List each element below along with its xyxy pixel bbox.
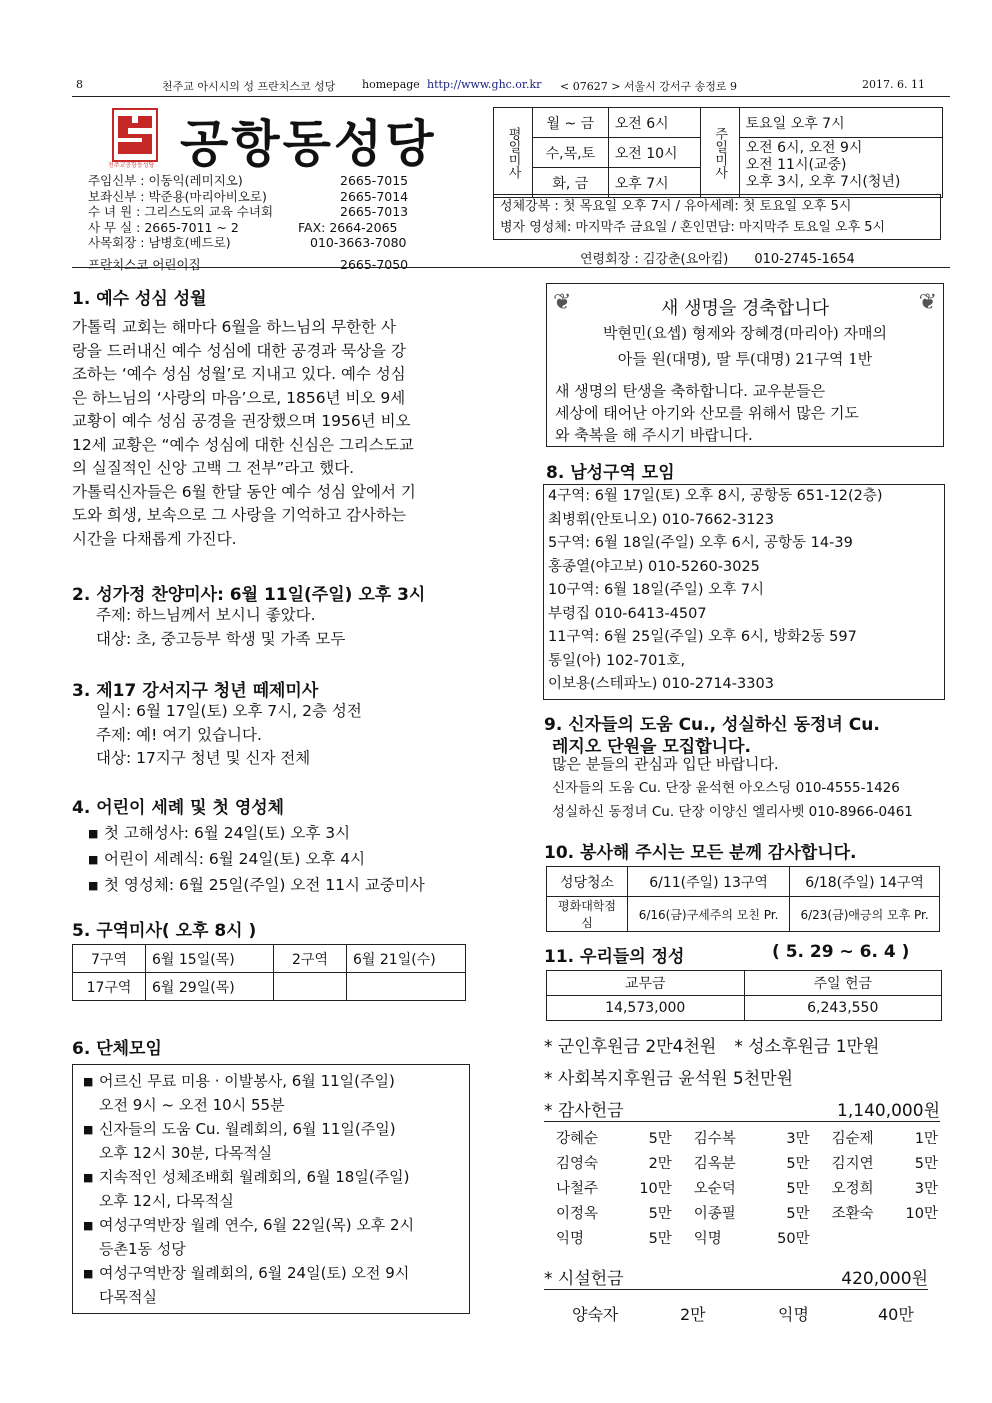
section-9-title: 9. 신자들의 도움 Cu., 성실하신 동정녀 Cu. bbox=[544, 715, 880, 735]
homepage-link[interactable]: http://www.ghc.or.kr bbox=[427, 78, 542, 91]
welfare-line: * 사회복지후원금 윤석원 5천만원 bbox=[544, 1069, 794, 1089]
logo-caption: 천주교공항동성당 bbox=[108, 162, 155, 169]
section-9-subtitle: 레지오 단원을 모집합니다. bbox=[552, 737, 751, 757]
new-life-box: ❦ ❦ 새 생명을 경축합니다 박현민(요셉) 형제와 장혜경(마리아) 자매의 아들 원(대명), 딸 투(대명) 21구역 1반 새 생명의 탄생을 축하합니다. 교우분들은 세상에 태어난 아기와 산모를 위해서 많은 기도 와 축복을 해 주시기 바랍니다. bbox=[546, 283, 944, 447]
weekday-mass-label: 평일미사 bbox=[494, 108, 533, 198]
list-item: ■ 어르신 무료 미용 · 이발봉사, 6월 11일(주일) 오전 9시 ~ 오전 10시 55분 bbox=[83, 1069, 414, 1117]
section-2-body: 주제: 하느님께서 보시니 좋았다. 대상: 초, 중고등부 학생 및 가족 모두 bbox=[96, 606, 346, 648]
mens-district-box: 4구역: 6월 17일(토) 오후 8시, 공항동 651-12(2층) 최병휘(안토니오) 010-7662-3123 5구역: 6월 18일(주일) 오후 6시, 공항동 14-39 홍종열(야고보) 010-5260-3025 10구역: 6월 18일(주일) 오후 7시 부령집 010-6413-4507 11구역: 6월 25일(주일) 오후 6시, 방화2동 597 통일(아) 102-701호, 이보용(스테파노) 010-2714-3303 bbox=[543, 484, 945, 700]
thanks-donor-table bbox=[556, 1125, 938, 1250]
section-3-body: 일시: 6월 17일(토) 오후 7시, 2층 성전 주제: 예! 여기 있습니다. 대상: 17지구 청년 및 신자 전체 bbox=[96, 702, 362, 767]
table-row: 나철주 10만 오순덕 5만 오정희 3만 bbox=[556, 1181, 938, 1197]
section-9-body: 많은 분들의 관심과 입단 바랍니다. 신자들의 도움 Cu. 단장 윤석현 아오스딩 010-4555-1426 성실하신 동정녀 Cu. 단장 이양신 엘리사벳 010-8966-0461 bbox=[552, 755, 913, 820]
list-item: ■ 지속적인 성체조배회 월례회의, 6월 18일(주일) 오후 12시, 다목적실 bbox=[83, 1165, 414, 1213]
parish-name: 공항동성당 bbox=[180, 115, 437, 173]
staff-row: 수 녀 원 : 그리스도의 교육 수녀회 2665-7013 bbox=[88, 204, 409, 219]
staff-list bbox=[88, 173, 409, 272]
section-10-title: 10. 봉사해 주시는 모든 분께 감사합니다. bbox=[544, 843, 857, 863]
section-5-title: 5. 구역미사( 오후 8시 ) bbox=[72, 921, 257, 941]
district-mass-table: 7구역 6월 15일(목) 2구역 6월 21일(수) 17구역 6월 29일(목) bbox=[72, 944, 466, 1001]
table-row: 강혜순 5만 김수복 3만 김순제 1만 bbox=[556, 1131, 938, 1147]
support-line: * 군인후원금 2만4천원 * 성소후원금 1만원 bbox=[544, 1037, 880, 1057]
homepage-label: homepage bbox=[362, 78, 420, 91]
section-4-list bbox=[88, 820, 425, 898]
staff-row: 프란치스코 어린이집 2665-7050 bbox=[88, 256, 409, 272]
table-row: 익명 5만 익명 50만 bbox=[556, 1231, 810, 1247]
table-row: 이정옥 5만 이종필 5만 조환숙 10만 bbox=[556, 1206, 938, 1222]
sacraments-box: 성체강복 : 첫 목요일 오후 7시 / 유아세례: 첫 토요일 오후 5시 병자 영성체: 마지막주 금요일 / 혼인면담: 마지막주 토요일 오후 5시 bbox=[493, 194, 941, 240]
list-item: ■ 신자들의 도움 Cu. 월례회의, 6월 11일(주일) 오후 12시 30분, 다목적실 bbox=[83, 1117, 414, 1165]
new-life-title: 새 생명을 경축합니다 bbox=[661, 298, 829, 319]
section-8-title: 8. 남성구역 모임 bbox=[546, 463, 675, 483]
section-6-title: 6. 단체모임 bbox=[72, 1039, 162, 1059]
sunday-mass-label: 주일미사 bbox=[700, 108, 739, 198]
section-4-title: 4. 어린이 세례 및 첫 영성체 bbox=[72, 798, 285, 818]
facility-offering-line: * 시설헌금 420,000원 bbox=[544, 1264, 928, 1290]
section-2-title: 2. 성가정 찬양미사: 6월 11일(주일) 오후 3시 bbox=[72, 585, 426, 605]
list-item: ■ 어린이 세례식: 6월 24일(토) 오후 4시 bbox=[88, 846, 425, 872]
section-11-title: 11. 우리들의 정성 bbox=[544, 947, 685, 967]
section-3-title: 3. 제17 강서지구 청년 떼제미사 bbox=[72, 681, 319, 701]
service-table: 성당청소 6/11(주일) 13구역 6/18(주일) 14구역 평화대학점심 6/16(금)구세주의 모친 Pr. 6/23(금)애긍의 모후 Pr. bbox=[546, 866, 940, 932]
offering-period: ( 5. 29 ~ 6. 4 ) bbox=[772, 942, 910, 962]
list-item: ■ 첫 영성체: 6월 25일(주일) 오전 11시 교중미사 bbox=[88, 872, 425, 898]
issue-date: 2017. 6. 11 bbox=[862, 78, 925, 91]
church-line: 천주교 아시시의 성 프란치스코 성당 bbox=[162, 80, 336, 93]
staff-row: 보좌신부 : 박준용(마리아비오로) 2665-7014 bbox=[88, 188, 409, 204]
list-item: ■ 여성구역반장 월례회의, 6월 24일(토) 오전 9시 다목적실 bbox=[83, 1261, 414, 1309]
section-1-body: 가톨릭 교회는 해마다 6월을 하느님의 무한한 사 랑을 드러내신 예수 성심에 대한 공경과 묵상을 강 조하는 ‘예수 성심 성월’로 지내고 있다. 예수 성심 은 하느님의 ‘사랑의 마음’으로, 1856년 비오 9세 교황이 예수 성심 공경을 권장했으며 1956년 비오 12세 교황은 “예수 성심에 대한 신심은 그리스도교 의 실질적인 신앙 고백 그 전부”라고 했다. 가톨릭신자들은 6월 한달 동안 예수 성심 앞에서 기 도와 희생, 보속으로 그 사랑을 기억하고 감사하는 시간을 다채롭게 가진다. bbox=[72, 318, 416, 548]
president-line: 연령회장 : 김강춘(요아킴) 010-2745-1654 bbox=[580, 252, 855, 267]
group-meetings-box bbox=[72, 1064, 470, 1314]
page-number: 8 bbox=[76, 78, 83, 91]
floral-ornament-icon: ❦ bbox=[553, 290, 572, 315]
header-rule bbox=[72, 96, 950, 97]
offering-table: 교무금 주일 헌금 14,573,000 6,243,550 bbox=[546, 970, 942, 1021]
section-1-title: 1. 예수 성심 성월 bbox=[72, 289, 207, 309]
floral-ornament-icon: ❦ bbox=[918, 290, 937, 315]
table-row: 김영숙 2만 김옥분 5만 김지연 5만 bbox=[556, 1156, 938, 1172]
thanks-offering-line: * 감사헌금 1,140,000원 bbox=[544, 1096, 940, 1122]
list-item: ■ 첫 고해성사: 6월 24일(토) 오후 3시 bbox=[88, 820, 425, 846]
staff-row: 주임신부 : 이동익(레미지오) 2665-7015 bbox=[88, 173, 409, 188]
church-logo bbox=[112, 108, 158, 162]
address: < 07627 > 서울시 강서구 송정로 9 bbox=[560, 80, 738, 93]
header-rule-2 bbox=[72, 267, 950, 268]
mass-schedule: 평일미사 월 ~ 금 오전 6시 주일미사 토요일 오후 7시 수,목,토 오전 10시 오전 6시, 오전 9시 오전 11시(교중) 오후 3시, 오후 7시(청년) 화, 금 오후 7시 bbox=[493, 107, 943, 198]
staff-row: 사 무 실 : 2665-7011 ~ 2 FAX: 2664-2065 bbox=[88, 219, 398, 235]
staff-row: 사목회장 : 남병호(베드로) 010-3663-7080 bbox=[88, 235, 407, 250]
list-item: ■ 여성구역반장 월례 연수, 6월 22일(목) 오후 2시 등촌1동 성당 bbox=[83, 1213, 414, 1261]
